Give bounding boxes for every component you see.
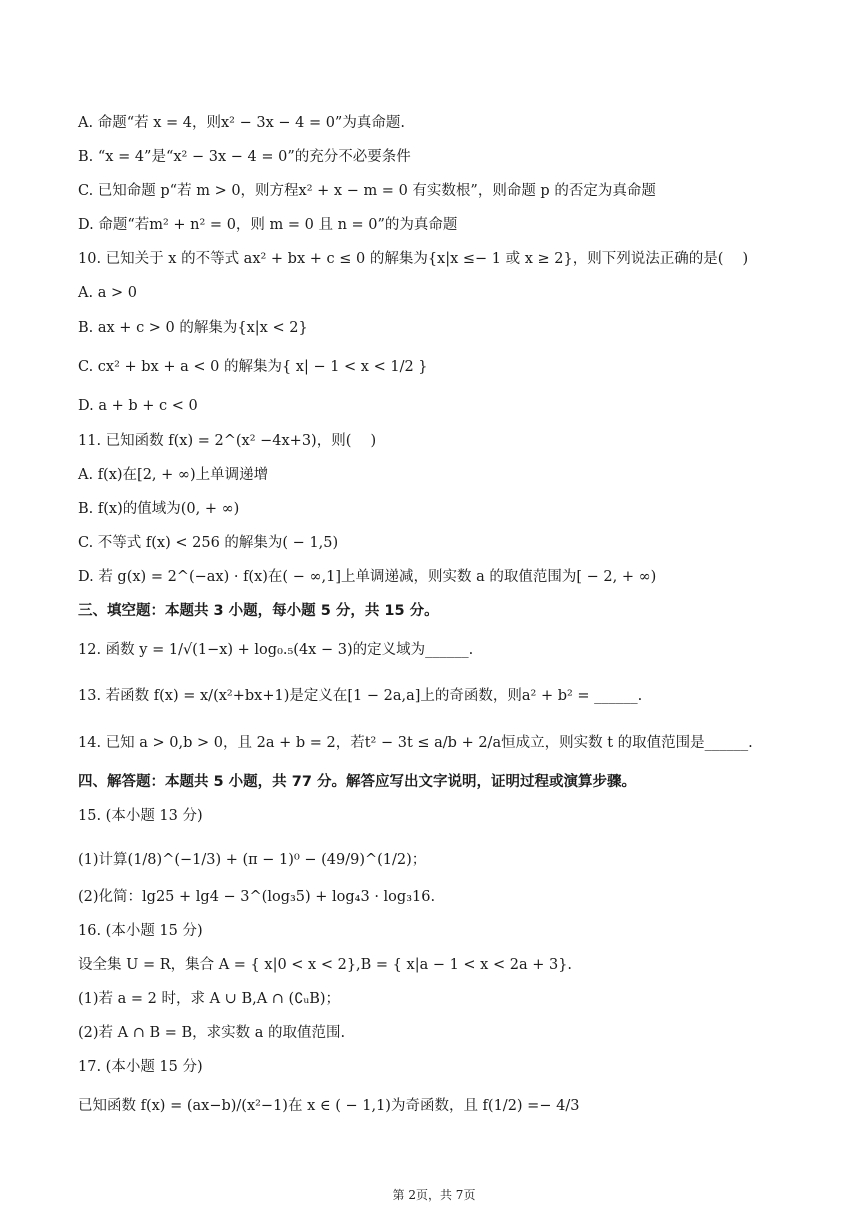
question-12: 12. 函数 y = 1/√(1−x) + log₀.₅(4x − 3)的定义域为______. (78, 642, 474, 658)
question-16-stem: 设全集 U = R，集合 A = { x|0 < x < 2},B = { x|a − 1 < x < 2a + 3}. (78, 957, 573, 973)
option-10c: C. cx² + bx + a < 0 的解集为{ x| − 1 < x < 1/2 } (78, 359, 428, 375)
option-11d: D. 若 g(x) = 2^(−ax) · f(x)在( − ∞,1]上单调递减，则实数 a 的取值范围为[ − 2, + ∞) (78, 569, 657, 585)
question-10: 10. 已知关于 x 的不等式 ax² + bx + c ≤ 0 的解集为{x|x ≤− 1 或 x ≥ 2}，则下列说法正确的是( ) (78, 251, 749, 267)
section-fill-blank-heading: 三、填空题：本题共 3 小题，每小题 5 分，共 15 分。 (78, 603, 439, 619)
option-9a: A. 命题“若 x = 4，则x² − 3x − 4 = 0”为真命题. (78, 115, 405, 131)
question-14: 14. 已知 a > 0,b > 0，且 2a + b = 2，若t² − 3t ≤ a/b + 2/a恒成立，则实数 t 的取值范围是______. (78, 735, 753, 751)
page-footer: 第 2页，共 7页 (392, 1188, 476, 1202)
option-10d: D. a + b + c < 0 (78, 398, 198, 414)
option-9b: B. “x = 4”是“x² − 3x − 4 = 0”的充分不必要条件 (78, 149, 411, 165)
section-solution-heading: 四、解答题：本题共 5 小题，共 77 分。解答应写出文字说明，证明过程或演算步骤。 (78, 774, 636, 790)
question-13: 13. 若函数 f(x) = x/(x²+bx+1)是定义在[1 − 2a,a]上的奇函数，则a² + b² = ______. (78, 688, 643, 704)
option-11a: A. f(x)在[2, + ∞)上单调递增 (78, 467, 269, 483)
question-16-part-2: (2)若 A ∩ B = B，求实数 a 的取值范围. (78, 1025, 346, 1041)
option-9c: C. 已知命题 p“若 m > 0，则方程x² + x − m = 0 有实数根”，则命题 p 的否定为真命题 (78, 183, 656, 199)
question-16: 16. (本小题 15 分) (78, 923, 203, 939)
question-17: 17. (本小题 15 分) (78, 1059, 203, 1075)
question-11: 11. 已知函数 f(x) = 2^(x² −4x+3)，则( ) (78, 433, 377, 449)
option-10a: A. a > 0 (78, 285, 137, 301)
question-15: 15. (本小题 13 分) (78, 808, 203, 824)
option-11c: C. 不等式 f(x) < 256 的解集为( − 1,5) (78, 535, 339, 551)
option-11b: B. f(x)的值域为(0, + ∞) (78, 501, 240, 517)
option-9d: D. 命题“若m² + n² = 0，则 m = 0 且 n = 0”的为真命题 (78, 217, 458, 233)
question-15-part-2: (2)化简：lg25 + lg4 − 3^(log₃5) + log₄3 · log₃16. (78, 889, 436, 905)
question-17-stem: 已知函数 f(x) = (ax−b)/(x²−1)在 x ∈ ( − 1,1)为奇函数，且 f(1/2) =− 4/3 (78, 1098, 580, 1114)
option-10b: B. ax + c > 0 的解集为{x|x < 2} (78, 320, 308, 336)
question-15-part-1: (1)计算(1/8)^(−1/3) + (π − 1)⁰ − (49/9)^(1/2)； (78, 852, 427, 868)
question-16-part-1: (1)若 a = 2 时，求 A ∪ B,A ∩ (∁ᵤB)； (78, 991, 341, 1007)
